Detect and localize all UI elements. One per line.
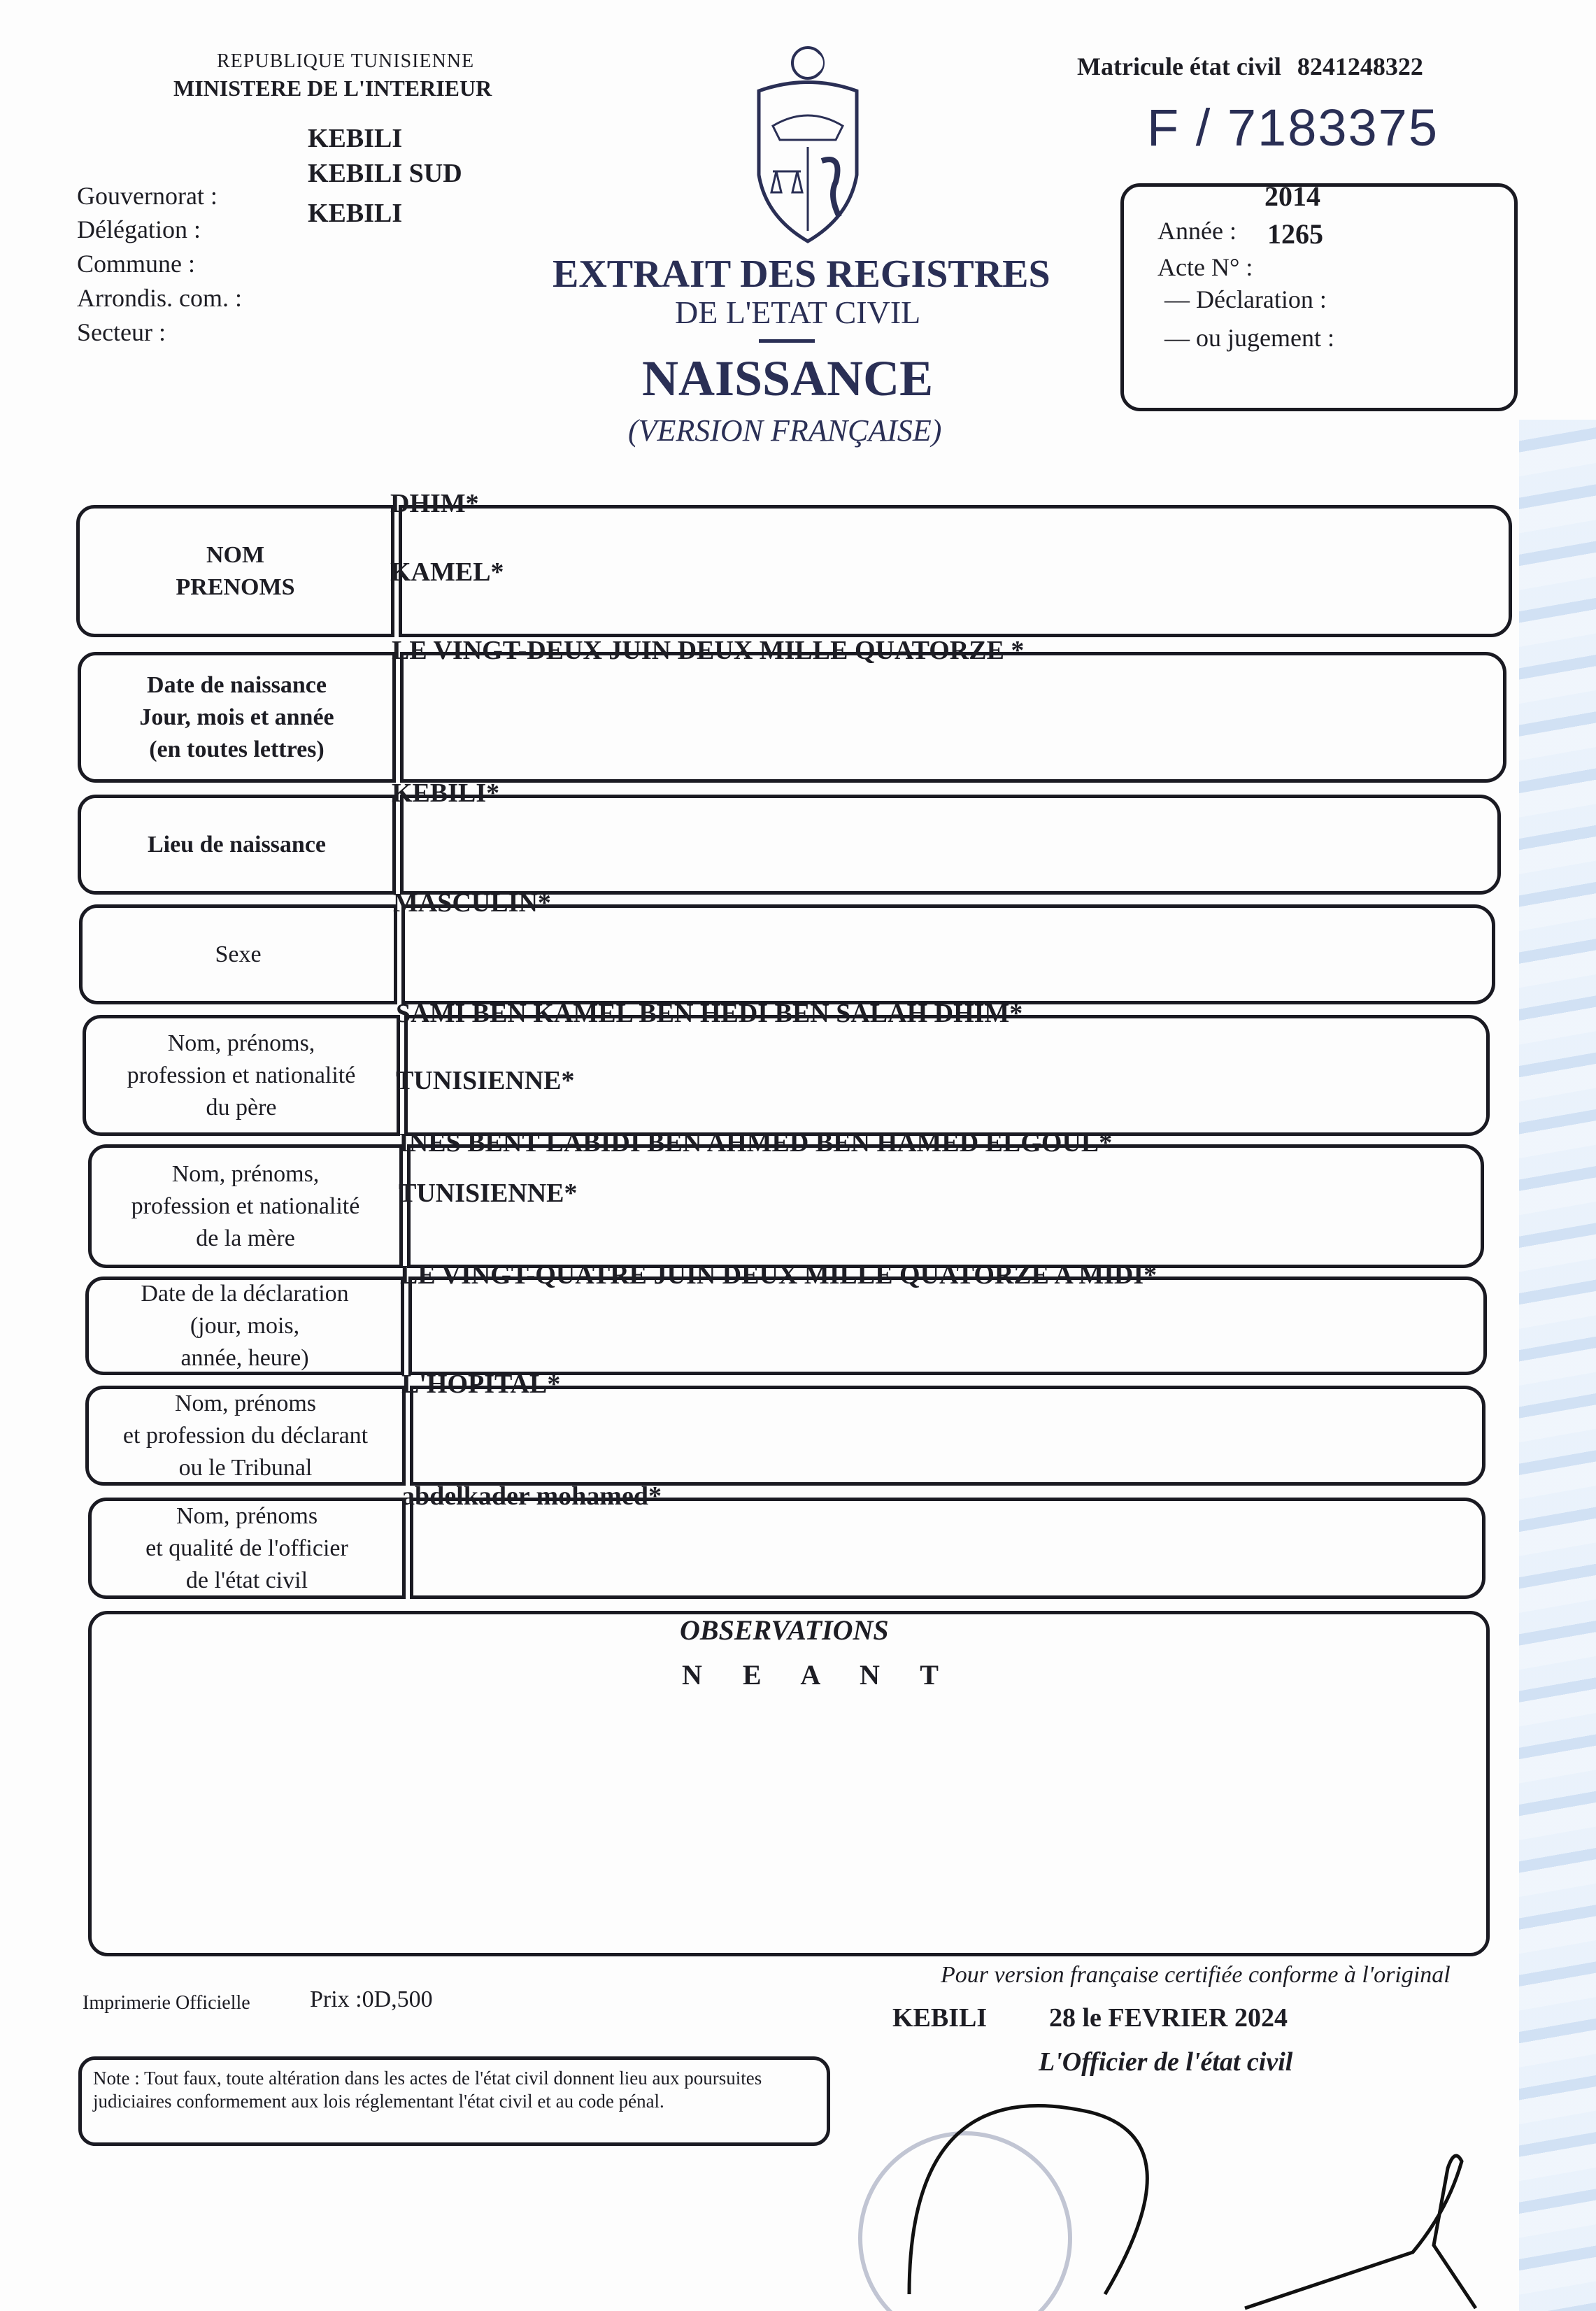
row-value-sexe-0: MASCULIN* (393, 888, 551, 918)
row-value-date-naissance-0: LE VINGT-DEUX JUIN DEUX MILLE QUATORZE * (392, 636, 1025, 665)
row-value-lieu-naissance-0: KEBILI* (392, 778, 500, 808)
row-value-nom-prenoms-0: DHIM* (390, 489, 479, 518)
title-version: (VERSION FRANÇAISE) (628, 413, 942, 448)
annee-label: Année : (1157, 217, 1237, 245)
acte-value: 1265 (1267, 218, 1323, 250)
gouvernorat-label: Gouvernorat : (77, 182, 218, 210)
row-value-mere-0: INES BENT LABIDI BEN AHMED BEN HAMED ELGOUL* (399, 1128, 1113, 1158)
row-value-box-date-declaration (408, 1277, 1487, 1375)
annee-value: 2014 (1264, 180, 1320, 212)
declaration-label: — Déclaration : (1164, 285, 1327, 313)
arrondissement-label: Arrondis. com. : (77, 284, 242, 312)
certified-label: Pour version française certifiée conforme à l'original (941, 1962, 1451, 1988)
row-label-nom-prenoms: NOM PRENOMS (76, 505, 394, 637)
row-value-box-declarant (410, 1386, 1485, 1486)
row-value-declarant-0: L'HOPITAL* (401, 1370, 561, 1399)
gouvernorat-value: KEBILI (308, 124, 403, 153)
row-label-sexe: Sexe (79, 904, 397, 1004)
row-value-box-sexe (401, 904, 1495, 1004)
title-etat-civil: DE L'ETAT CIVIL (675, 294, 921, 330)
row-value-box-date-naissance (400, 652, 1506, 783)
jugement-label: — ou jugement : (1164, 324, 1334, 352)
row-label-lieu-naissance: Lieu de naissance (78, 795, 396, 895)
delegation-value: KEBILI SUD (308, 159, 462, 188)
commune-label: Commune : (77, 250, 195, 278)
matricule-label: Matricule état civil (1077, 52, 1281, 80)
serial-number: F / 7183375 (1147, 99, 1439, 157)
row-label-mere: Nom, prénoms, profession et nationalité de la mère (88, 1144, 403, 1268)
legal-note: Note : Tout faux, toute altération dans les actes de l'état civil donnent lieu aux poursuites judiciaires conformement aux lois réglementant l'état civil et au code pénal. (78, 2056, 830, 2146)
title-naissance: NAISSANCE (642, 350, 934, 406)
date-value: 28 le FEVRIER 2024 (1049, 2003, 1288, 2033)
row-value-box-officier (410, 1498, 1485, 1599)
row-value-pere-0: SAMI BEN KAMEL BEN HEDI BEN SALAH DHIM* (396, 999, 1023, 1028)
place-value: KEBILI (892, 2003, 988, 2033)
republic-label: REPUBLIQUE TUNISIENNE (217, 50, 475, 72)
coat-of-arms-emblem (745, 42, 871, 245)
row-value-pere-1: TUNISIENNE* (396, 1066, 575, 1095)
row-label-declarant: Nom, prénoms et profession du déclarant ou le Tribunal (85, 1386, 406, 1486)
official-stamp-and-signature (832, 2070, 1546, 2311)
acte-label: Acte N° : (1157, 253, 1253, 281)
row-label-date-naissance: Date de naissance Jour, mois et année (en toutes lettres) (78, 652, 396, 783)
row-value-box-lieu-naissance (400, 795, 1501, 895)
commune-value: KEBILI (308, 199, 403, 228)
printer-label: Imprimerie Officielle (83, 1992, 250, 2014)
title-divider (759, 339, 815, 343)
row-label-officier: Nom, prénoms et qualité de l'officier de l'état civil (88, 1498, 406, 1599)
price-label: Prix :0D,500 (310, 1986, 433, 2012)
row-label-pere: Nom, prénoms, profession et nationalité du père (83, 1015, 400, 1136)
observations-neant: N E A N T (682, 1659, 955, 1691)
row-value-mere-1: TUNISIENNE* (399, 1179, 578, 1208)
row-value-date-declaration-0: LE VINGT-QUATRE JUIN DEUX MILLE QUATORZE A MIDI* (400, 1260, 1157, 1290)
row-value-box-nom-prenoms (399, 505, 1512, 637)
delegation-label: Délégation : (77, 215, 201, 243)
matricule-value: 8241248322 (1297, 52, 1423, 80)
row-value-nom-prenoms-1: KAMEL* (390, 557, 504, 587)
officer-label: L'Officier de l'état civil (1039, 2047, 1293, 2077)
secteur-label: Secteur : (77, 318, 166, 346)
row-label-date-declaration: Date de la déclaration (jour, mois, année, heure) (85, 1277, 404, 1375)
matricule (1077, 52, 1423, 81)
ministry-label: MINISTERE DE L'INTERIEUR (173, 76, 492, 101)
observations-title: OBSERVATIONS (680, 1614, 889, 1646)
title-extrait: EXTRAIT DES REGISTRES (553, 253, 1050, 296)
security-paper-edge (1519, 420, 1596, 2311)
row-value-officier-0: abdelkader mohamed* (401, 1481, 662, 1511)
